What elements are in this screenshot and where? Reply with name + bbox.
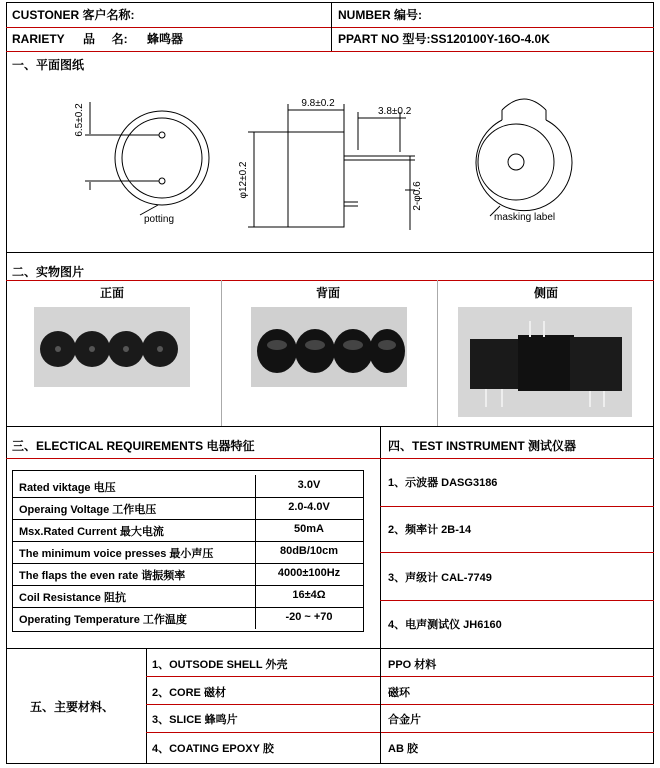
divider <box>221 280 222 426</box>
divider <box>6 426 654 427</box>
divider <box>146 704 654 705</box>
masking-label: masking label <box>494 212 556 223</box>
material-part: 4、COATING EPOXY 胶 <box>152 743 274 755</box>
spec-value: 3.0V <box>297 479 321 491</box>
divider <box>380 426 381 648</box>
material-value: 合金片 <box>388 714 421 726</box>
customer-label: CUSTONER 客户名称: <box>12 8 135 22</box>
instrument-item: 4、电声测试仪 JH6160 <box>388 619 502 631</box>
material-value: AB 胶 <box>388 743 418 755</box>
material-part: 1、OUTSODE SHELL 外壳 <box>152 659 288 671</box>
spec-label: Coil Resistance 阻抗 <box>19 592 126 604</box>
material-part: 3、SLICE 蜂鸣片 <box>152 714 238 726</box>
divider <box>380 648 381 764</box>
dim-pin-length: 3.8±0.2 <box>378 106 412 117</box>
photo-back <box>251 307 407 387</box>
table-row <box>13 585 363 607</box>
material-value: PPO 材料 <box>388 659 437 671</box>
variety-label: RARIETY <box>12 32 65 46</box>
back-view-drawing <box>476 99 572 216</box>
divider <box>380 600 654 601</box>
spec-label: Operaing Voltage 工作电压 <box>19 504 157 516</box>
divider <box>437 280 438 426</box>
section-title-materials: 五、主要材料、 <box>30 700 115 714</box>
spec-label: Rated viktage 电压 <box>19 482 116 494</box>
electrical-spec-table <box>12 470 364 632</box>
divider <box>380 552 654 553</box>
spec-label: The minimum voice presses 最小声压 <box>19 548 214 560</box>
divider <box>6 648 654 649</box>
table-row <box>13 541 363 563</box>
side-view-drawing <box>248 104 415 230</box>
table-row <box>13 607 363 629</box>
spec-value: 16±4Ω <box>292 589 326 601</box>
section-title-instrument: 四、TEST INSTRUMENT 测试仪器 <box>388 439 576 453</box>
spec-label: The flaps the even rate 谐振频率 <box>19 570 186 582</box>
spec-value: 4000±100Hz <box>277 567 341 579</box>
divider <box>380 506 654 507</box>
spec-value: 50mA <box>294 523 324 535</box>
dim-diameter: φ12±0.2 <box>238 161 249 199</box>
divider <box>6 51 654 52</box>
dim-height: 6.5±0.2 <box>74 103 85 137</box>
divider <box>6 458 654 459</box>
view-label-back: 背面 <box>316 286 341 300</box>
dim-pin-diameter: 2-φ0.6 <box>412 181 423 211</box>
material-value: 磁环 <box>388 687 410 699</box>
spec-value: -20 ~ +70 <box>285 611 333 623</box>
photo-front <box>34 307 190 387</box>
spec-label: Operating Temperature 工作温度 <box>19 614 187 626</box>
view-label-front: 正面 <box>100 286 125 300</box>
divider <box>146 676 654 677</box>
instrument-item: 2、频率计 2B-14 <box>388 524 472 536</box>
material-part: 2、CORE 磁材 <box>152 687 226 699</box>
divider <box>146 648 147 764</box>
section-title-drawing: 一、平面图纸 <box>12 58 85 72</box>
divider <box>146 732 654 733</box>
potting-label: potting <box>144 214 175 225</box>
divider <box>6 252 654 253</box>
section-title-electrical: 三、ELECTICAL REQUIREMENTS 电器特征 <box>12 439 255 453</box>
divider <box>6 280 654 281</box>
divider <box>331 2 332 51</box>
view-label-side: 侧面 <box>534 286 559 300</box>
table-row <box>13 563 363 585</box>
spec-value: 2.0-4.0V <box>288 501 330 513</box>
divider <box>6 27 654 28</box>
photo-side <box>458 307 632 417</box>
dim-length: 9.8±0.2 <box>301 98 335 109</box>
table-row <box>13 497 363 519</box>
spec-label: Msx.Rated Current 最大电流 <box>19 526 164 538</box>
section-title-photos: 二、实物图片 <box>12 265 85 279</box>
table-row <box>13 519 363 541</box>
instrument-item: 3、声级计 CAL-7749 <box>388 572 492 584</box>
table-row <box>13 475 363 497</box>
instrument-item: 1、示波器 DASG3186 <box>388 477 498 489</box>
front-view-drawing <box>85 102 209 215</box>
variety-value: 蜂鸣器 <box>147 32 184 46</box>
number-label: NUMBER 编号: <box>338 8 422 22</box>
variety-mid: 品 名: <box>83 32 128 46</box>
spec-value: 80dB/10cm <box>279 545 339 557</box>
technical-drawing <box>60 80 580 240</box>
part-number: PPART NO 型号:SS120100Y-16O-4.0K <box>338 32 550 46</box>
